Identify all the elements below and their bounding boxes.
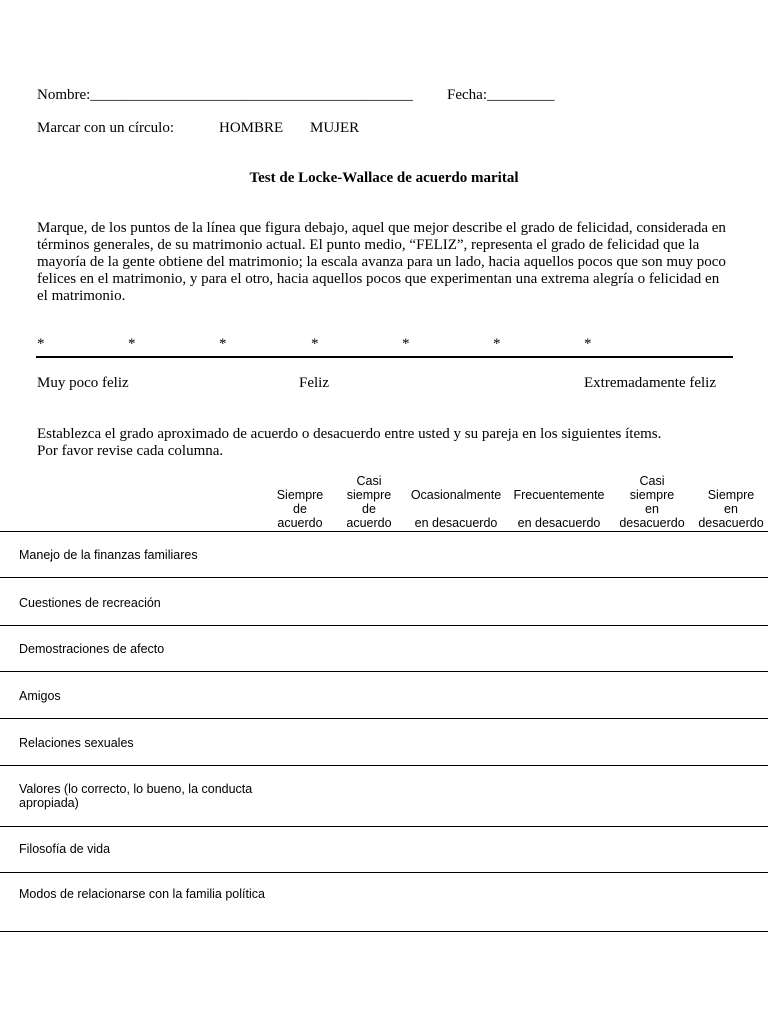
column-header-line: Siempre — [276, 488, 324, 502]
scale-point-1[interactable]: * — [37, 336, 45, 352]
table-row: Relaciones sexuales — [19, 736, 134, 750]
column-header-line: en desacuerdo — [414, 516, 498, 530]
table-divider — [0, 625, 768, 626]
page-title: Test de Locke-Wallace de acuerdo marital — [249, 170, 519, 186]
scale-point-2[interactable]: * — [128, 336, 136, 352]
scale-low-label: Muy poco feliz — [37, 375, 129, 391]
column-header-line — [404, 502, 508, 516]
column-header-casi-siempre-en-desacuerdo — [612, 474, 692, 530]
column-header-line — [694, 474, 768, 488]
table-row: Modos de relacionarse con la familia política — [19, 887, 265, 901]
column-header-line — [404, 474, 508, 488]
column-header-casi-siempre-de-acuerdo — [339, 474, 399, 530]
instructions — [37, 426, 661, 460]
table-divider — [0, 671, 768, 672]
column-header-line: desacuerdo — [619, 516, 685, 530]
column-header-line: siempre — [629, 488, 675, 502]
table-row: Demostraciones de afecto — [19, 642, 165, 656]
column-header-line: acuerdo — [346, 516, 392, 530]
instructions-line-2: Por favor revise cada columna. — [37, 443, 224, 459]
column-header-line — [270, 474, 330, 488]
scale-high-label: Extremadamente feliz — [584, 375, 717, 391]
table-divider — [0, 577, 768, 578]
scale-point-7[interactable]: * — [584, 336, 592, 352]
table-row: Filosofía de vida — [19, 842, 111, 856]
column-header-line: en desacuerdo — [517, 516, 601, 530]
intro-paragraph: Marque, de los puntos de la línea que figura debajo, aquel que mejor describe el grado de felicidad, considerada en términos generales, de su matrimonio actual. El punto medio, “FELIZ”, representa el grado de felicidad que la mayoría de la gente obtiene del matrimonio; la escala avanza para un lado, hacia aquellos pocos que son muy poco felices en el matrimonio, y para el otro, hacia aquellos pocos que experimentan una extrema alegría o felicidad en el matrimonio. — [37, 220, 726, 304]
column-header-line: en — [645, 502, 659, 516]
column-header-siempre-de-acuerdo — [270, 474, 330, 530]
table-divider — [0, 718, 768, 719]
column-header-line — [508, 474, 610, 488]
name-field[interactable]: Nombre:___________________________________________ — [37, 87, 413, 103]
column-header-line: Casi — [356, 474, 382, 488]
column-header-line — [508, 502, 610, 516]
table-divider — [0, 826, 768, 827]
column-header-line: en — [724, 502, 738, 516]
scale-mid-label: Feliz — [299, 375, 329, 391]
column-header-line: Frecuentemente — [513, 488, 605, 502]
table-row: Valores (lo correcto, lo bueno, la conducta apropiada) — [19, 782, 253, 810]
column-header-line: Casi — [639, 474, 665, 488]
column-header-line: de — [293, 502, 307, 516]
table-row: Manejo de la finanzas familiares — [19, 548, 198, 562]
gender-option-mujer[interactable]: MUJER — [310, 120, 360, 136]
column-header-line: de — [362, 502, 376, 516]
table-divider — [0, 872, 768, 873]
table-divider — [0, 931, 768, 932]
column-header-frecuentemente — [508, 474, 610, 530]
table-divider — [0, 531, 768, 532]
scale-line — [36, 356, 733, 358]
column-header-line: acuerdo — [277, 516, 323, 530]
instructions-line-1: Establezca el grado aproximado de acuerdo o desacuerdo entre usted y su pareja en los siguientes ítems. — [37, 426, 662, 442]
scale-point-6[interactable]: * — [493, 336, 501, 352]
scale-point-5[interactable]: * — [402, 336, 410, 352]
column-header-line: siempre — [346, 488, 392, 502]
column-header-line: Siempre — [707, 488, 755, 502]
scale-point-4[interactable]: * — [311, 336, 319, 352]
column-header-ocasionalmente — [404, 474, 508, 530]
date-field[interactable]: Fecha:_________ — [447, 87, 555, 103]
table-row: Cuestiones de recreación — [19, 596, 161, 610]
scale-point-3[interactable]: * — [219, 336, 227, 352]
table-divider — [0, 765, 768, 766]
column-header-line: Ocasionalmente — [410, 488, 502, 502]
column-header-line: desacuerdo — [698, 516, 764, 530]
column-header-siempre-en-desacuerdo — [694, 474, 768, 530]
gender-prompt: Marcar con un círculo: — [37, 120, 175, 136]
table-row: Amigos — [19, 689, 61, 703]
gender-option-hombre[interactable]: HOMBRE — [219, 120, 284, 136]
